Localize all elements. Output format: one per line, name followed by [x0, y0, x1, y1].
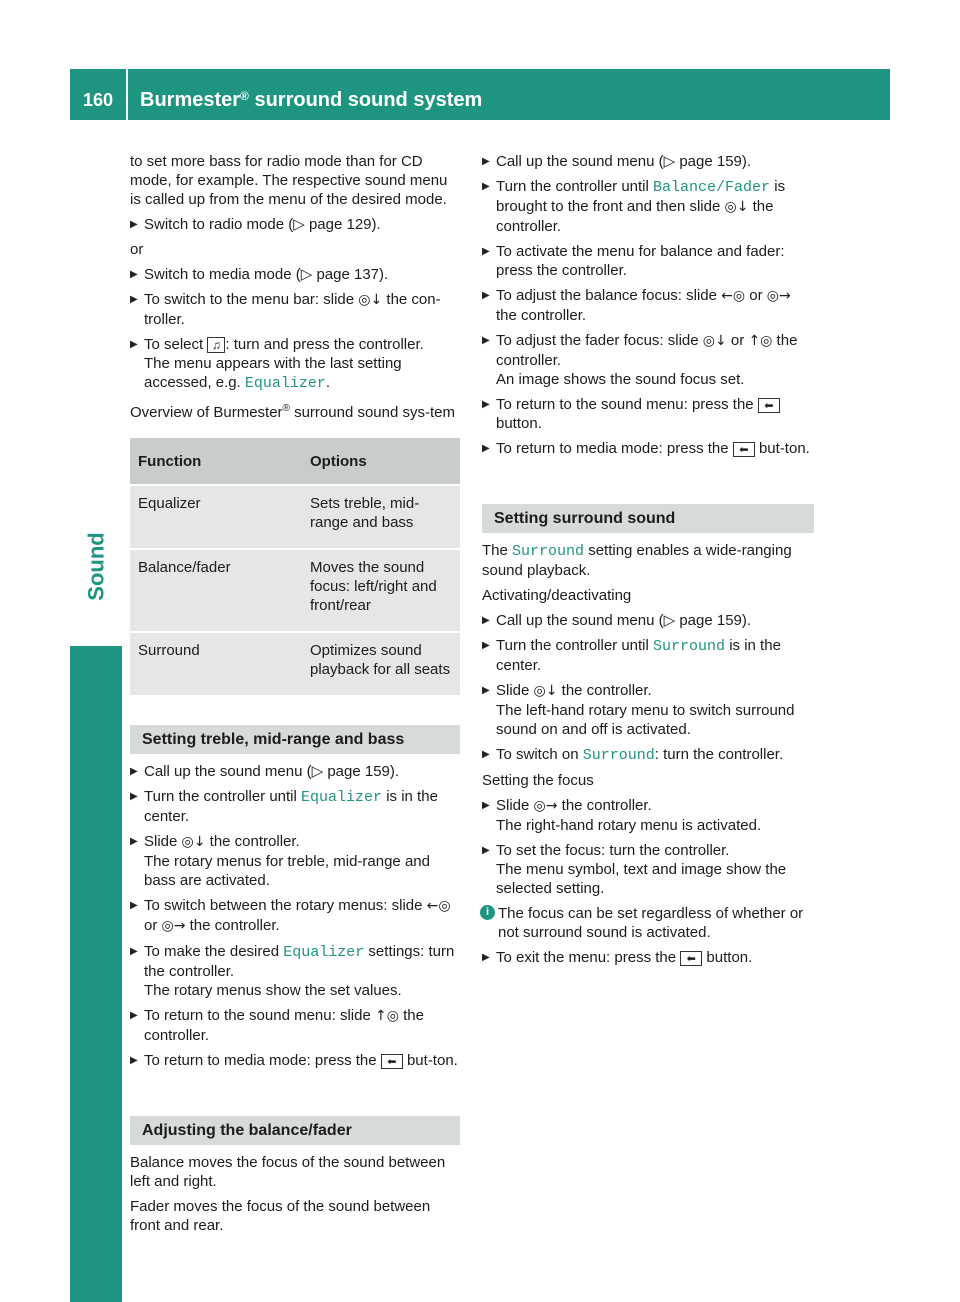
table-row — [130, 632, 460, 695]
slide-right-icon: ◎→ — [766, 288, 791, 304]
step: ▶ Call up the sound menu (▷ page 159). — [130, 762, 460, 781]
section-heading-balance: Adjusting the balance/fader — [130, 1116, 460, 1145]
side-tab — [70, 506, 122, 626]
right-column — [482, 152, 814, 973]
section-heading-treble: Setting treble, mid-range and bass — [130, 725, 460, 754]
balance-fader-code: Balance/Fader — [653, 179, 771, 196]
table-cell: Balance/fader — [130, 549, 302, 632]
step-radio: ▶ Switch to radio mode (▷ page 129). — [130, 215, 460, 234]
chapter-title: Burmester® surround sound system — [140, 89, 483, 111]
step-media: ▶ Switch to media mode (▷ page 137). — [130, 265, 460, 284]
step: ▶ To activate the menu for balance and fader: press the controller. — [482, 242, 814, 280]
slide-down-icon: ◎↓ — [358, 292, 383, 308]
step: ▶ To return to media mode: press the ⬅ but-ton. — [482, 439, 814, 458]
music-icon: ♫ — [207, 337, 225, 353]
step: ▶ Turn the controller until Equalizer is in the center. — [130, 787, 460, 826]
section-heading-surround: Setting surround sound — [482, 504, 814, 533]
side-block — [70, 646, 122, 1302]
fader-paragraph: Fader moves the focus of the sound between front and rear. — [130, 1198, 431, 1234]
step-select: ▶ To select ♫ : turn and press the controller. The menu appears with the last setting accessed, e.g. Equalizer. — [130, 335, 460, 393]
table-header: Options — [302, 438, 460, 485]
table-cell: Equalizer — [130, 485, 302, 549]
surround-intro: The Surround setting enables a wide-ranging sound playback. — [482, 542, 792, 579]
step: ▶ Slide ◎↓ the controller. The left-hand rotary menu to switch surround sound on and off is activated. — [482, 681, 814, 739]
step: ▶ To make the desired Equalizer settings: turn the controller. The rotary menus show the set values. — [130, 942, 460, 1000]
surround-code: Surround — [582, 747, 655, 764]
balance-paragraph: Balance moves the focus of the sound between left and right. — [130, 1154, 446, 1190]
surround-code: Surround — [512, 543, 585, 560]
surround-code: Surround — [653, 638, 726, 655]
step: ▶ Turn the controller until Balance/Fader is brought to the front and then slide ◎↓ the controller. — [482, 177, 814, 236]
table-row — [130, 485, 460, 549]
step: ▶ Call up the sound menu (▷ page 159). — [482, 152, 814, 171]
table-cell: Moves the sound focus: left/right and front/rear — [302, 549, 460, 632]
step: ▶ To switch between the rotary menus: slide ←◎ or ◎→ the controller. — [130, 896, 460, 936]
page-header — [70, 69, 890, 120]
step: ▶ To adjust the balance focus: slide ←◎ or ◎→ the controller. — [482, 286, 814, 325]
step: ▶ To return to the sound menu: slide ↑◎ the controller. — [130, 1006, 460, 1045]
or-label: or — [130, 241, 144, 258]
page-ref-icon: ▷ — [663, 612, 680, 629]
slide-down-icon: ◎↓ — [533, 683, 558, 699]
left-column — [130, 152, 460, 1241]
page-number: 160 — [82, 90, 114, 110]
options-table — [130, 438, 460, 695]
page-ref-icon: ▷ — [311, 763, 328, 780]
slide-down-icon: ◎↓ — [702, 333, 727, 349]
intro-paragraph: to set more bass for radio mode than for CD mode, for example. The respective sound menu is called up from the menu of the desired mode. — [130, 153, 448, 208]
slide-down-icon: ◎↓ — [181, 834, 206, 850]
back-button-icon: ⬅ — [733, 442, 755, 457]
subheading-focus: Setting the focus — [482, 772, 594, 789]
page-ref-icon: ▷ — [293, 216, 309, 233]
info-icon: i — [480, 905, 495, 920]
page-ref-icon: ▷ — [663, 153, 680, 170]
slide-right-icon: ◎→ — [161, 918, 186, 934]
back-button-icon: ⬅ — [758, 398, 780, 413]
step: ▶ To exit the menu: press the ⬅ button. — [482, 948, 814, 967]
step: ▶ Slide ◎↓ the controller. The rotary menus for treble, mid-range and bass are activated. — [130, 832, 460, 890]
slide-down-icon: ◎↓ — [724, 199, 749, 215]
step: ▶ To return to media mode: press the ⬅ but-ton. — [130, 1051, 460, 1070]
subheading-activating: Activating/deactivating — [482, 587, 632, 604]
step: ▶ To adjust the fader focus: slide ◎↓ or ↑◎ the controller. An image shows the sound focus set. — [482, 331, 814, 389]
step: ▶ To set the focus: turn the controller. The menu symbol, text and image show the selected setting. — [482, 841, 814, 898]
step: ▶ Slide ◎→ the controller. The right-hand rotary menu is activated. — [482, 796, 814, 835]
slide-up-icon: ↑◎ — [374, 1008, 399, 1024]
table-cell: Optimizes sound playback for all seats — [302, 632, 460, 695]
step: ▶ To return to the sound menu: press the ⬅ button. — [482, 395, 814, 433]
slide-up-icon: ↑◎ — [748, 333, 773, 349]
equalizer-code: Equalizer — [283, 944, 365, 961]
step: ▶ Call up the sound menu (▷ page 159). — [482, 611, 814, 630]
slide-left-icon: ←◎ — [721, 288, 746, 304]
equalizer-code: Equalizer — [244, 375, 326, 392]
side-tab-label: Sound — [83, 531, 109, 601]
table-cell: Sets treble, mid-range and bass — [302, 485, 460, 549]
slide-right-icon: ◎→ — [533, 798, 558, 814]
table-row — [130, 549, 460, 632]
step: ▶ To switch on Surround: turn the controller. — [482, 745, 814, 765]
overview-paragraph: Overview of Burmester® surround sound sys-tem — [130, 403, 455, 421]
table-cell: Surround — [130, 632, 302, 695]
info-note: i The focus can be set regardless of whether or not surround sound is activated. — [482, 904, 814, 942]
equalizer-code: Equalizer — [301, 789, 383, 806]
back-button-icon: ⬅ — [680, 951, 702, 966]
step: ▶ Turn the controller until Surround is in the center. — [482, 636, 814, 675]
page-ref-icon: ▷ — [300, 266, 317, 283]
back-button-icon: ⬅ — [381, 1054, 403, 1069]
step-menubar: ▶ To switch to the menu bar: slide ◎↓ the con-troller. — [130, 290, 460, 329]
table-header: Function — [130, 438, 302, 485]
table-header-row — [130, 438, 460, 485]
slide-left-icon: ←◎ — [426, 898, 451, 914]
